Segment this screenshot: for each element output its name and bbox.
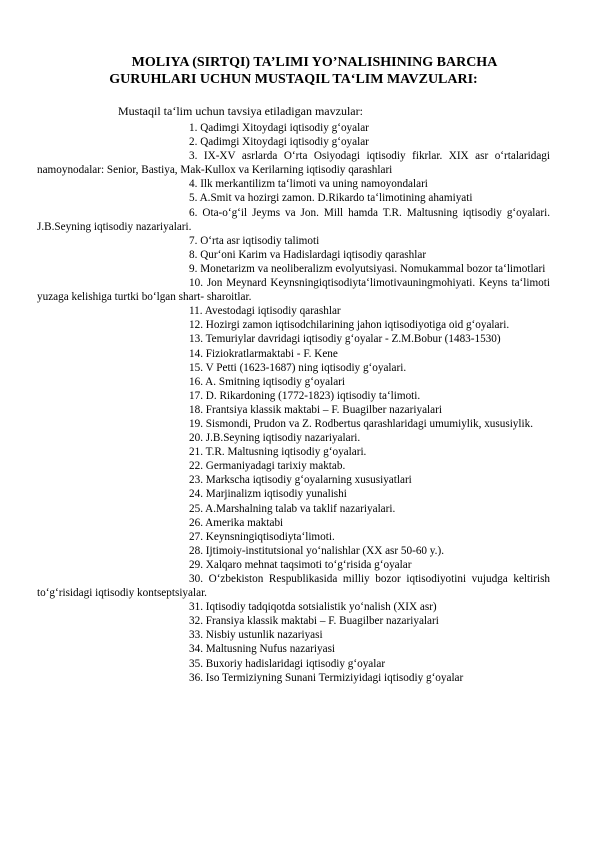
list-item	[37, 375, 550, 389]
list-item-text: Ota-o‘g‘il Jeyms va Jon. Mill hamda T.R. Maltusning iqtisodiy g‘oyalari. J.B.Seyning iqtisodiy nazariyalari.	[37, 206, 551, 233]
list-item-number: 28.	[189, 544, 203, 557]
list-item	[37, 121, 550, 135]
list-item	[37, 304, 550, 318]
list-item-number: 19.	[189, 417, 203, 430]
list-item	[37, 628, 550, 642]
list-item-text: Avestodagi iqtisodiy qarashlar	[204, 305, 341, 318]
list-item	[37, 389, 550, 403]
list-item	[37, 572, 550, 600]
list-item-text: Ilk merkantilizm ta‘limoti va uning namoyondalari	[200, 178, 428, 191]
list-item-number: 7.	[189, 234, 198, 247]
list-item-number: 32.	[189, 615, 203, 628]
list-item-number: 27.	[189, 530, 203, 543]
list-item-text: V Petti (1623-1687) ning iqtisodiy g‘oyalari.	[205, 361, 407, 374]
list-item-text: Amerika maktabi	[205, 516, 284, 529]
list-item	[37, 135, 550, 149]
list-item	[37, 403, 550, 417]
title-line-1: MOLIYA (SIRTQI) TA’LIMI YO’NALISHINING BARCHA	[131, 55, 498, 70]
list-item-number: 9.	[189, 262, 198, 275]
list-item-number: 10.	[189, 277, 203, 290]
list-item	[37, 234, 550, 248]
list-item	[37, 332, 550, 346]
list-item-text: Marjinalizm iqtisodiy yunalishi	[205, 488, 347, 501]
list-item-text: Germaniyadagi tarixiy maktab.	[205, 460, 346, 473]
list-item	[37, 318, 550, 332]
list-item	[37, 191, 550, 205]
list-item-number: 3.	[189, 150, 198, 163]
list-item	[37, 262, 550, 276]
list-item-number: 22.	[189, 460, 203, 473]
list-item	[37, 657, 550, 671]
list-item	[37, 516, 550, 530]
list-item-text: Iqtisodiy tadqiqotda sotsialistik yo‘nalish (XIX asr)	[205, 601, 437, 614]
list-item-text: A. Smitning iqtisodiy g‘oyalari	[205, 375, 346, 388]
list-item	[37, 361, 550, 375]
list-item-text: A.Smit va hozirgi zamon. D.Rikardo ta‘limotining ahamiyati	[199, 192, 473, 205]
list-item-text: O‘rta asr iqtisodiy talimoti	[200, 234, 320, 247]
list-item	[37, 487, 550, 501]
list-item	[37, 347, 550, 361]
list-item-text: Jon Meynard Keynsningiqtisodiyta‘limotivauningmohiyati. Keyns ta‘limoti yuzaga kelishiga turtki bo‘lgan shart- sharoitlar.	[37, 277, 550, 304]
list-item-text: Xalqaro mehnat taqsimoti to‘g‘risida g‘oyalar	[205, 558, 412, 571]
list-item-number: 16.	[189, 375, 203, 388]
list-item	[37, 530, 550, 544]
list-item-text: Buxoriy hadislaridagi iqtisodiy g‘oyalar	[205, 657, 386, 670]
list-item-text: Temuriylar davridagi iqtisodiy g‘oyalar - Z.M.Bobur (1483-1530)	[205, 333, 501, 346]
list-item-text: T.R. Maltusning iqtisodiy g‘oyalari.	[205, 446, 367, 459]
document-title	[37, 54, 550, 88]
list-item-text: J.B.Seyning iqtisodiy nazariyalari.	[205, 432, 361, 445]
list-item	[37, 206, 550, 234]
list-item-text: Maltusning Nufus nazariyasi	[205, 643, 336, 656]
list-item-number: 8.	[189, 248, 198, 261]
list-item-number: 34.	[189, 643, 203, 656]
intro-text: Mustaqil ta‘lim uchun tavsiya etiladigan mavzular:	[118, 104, 363, 118]
list-item	[37, 614, 550, 628]
list-item-text: Qadimgi Xitoydagi iqtisodiy g‘oyalar	[200, 136, 369, 149]
list-item-text: Iso Termiziyning Sunani Termiziyidagi iqtisodiy g‘oyalar	[205, 671, 464, 684]
list-item-text: Fiziokratlarmaktabi - F. Kene	[205, 347, 338, 360]
list-item-text: Hozirgi zamon iqtisodchilarining jahon iqtisodiyotiga oid g‘oyalari.	[205, 319, 510, 332]
list-item	[37, 459, 550, 473]
list-item-number: 4.	[189, 178, 198, 191]
list-item-text: O‘zbekiston Respublikasida milliy bozor iqtisodiyotini vujudga keltirish to‘g‘risidagi iqtisodiy kontseptsiyalar.	[37, 573, 551, 600]
list-item	[37, 600, 550, 614]
list-item-number: 11.	[189, 305, 203, 318]
list-item-number: 25.	[189, 502, 203, 515]
list-item	[37, 149, 550, 177]
list-item-number: 17.	[189, 389, 203, 402]
title-line-2: GURUHLARI UCHUN MUSTAQIL TA‘LIM MAVZULARI:	[109, 72, 478, 87]
list-item-number: 24.	[189, 488, 203, 501]
list-item-number: 6.	[189, 206, 198, 219]
list-item	[37, 431, 550, 445]
list-item-number: 29.	[189, 558, 203, 571]
list-item-text: A.Marshalning talab va taklif nazariyalari.	[205, 502, 396, 515]
list-item-text: Qur‘oni Karim va Hadislardagi iqtisodiy qarashlar	[200, 248, 427, 261]
list-item-text: Monetarizm va neoliberalizm evolyutsiyasi. Nomukammal bozor ta‘limotlari	[200, 262, 546, 275]
list-item-number: 30.	[189, 573, 203, 585]
list-item	[37, 502, 550, 516]
list-item-number: 35.	[189, 657, 203, 670]
list-item-number: 20.	[189, 432, 203, 445]
list-item	[37, 276, 550, 304]
list-item-number: 21.	[189, 446, 203, 459]
list-item-text: Sismondi, Prudon va Z. Rodbertus qarashlaridagi umumiylik, xususiylik.	[205, 417, 533, 430]
list-item-number: 36.	[189, 671, 203, 684]
list-item-text: Keynsningiqtisodiyta‘limoti.	[205, 530, 335, 543]
list-item	[37, 642, 550, 656]
list-item-text: D. Rikardoning (1772-1823) iqtisodiy ta‘limoti.	[205, 389, 421, 402]
list-item-text: IX-XV asrlarda O‘rta Osiyodagi iqtisodiy fikrlar. XIX asr o‘rtalaridagi namoynodalar: Senior, Bastiya, Mak-Kullox va Kerilarning iqtisodiy qarashlari	[37, 150, 550, 177]
list-item-number: 26.	[189, 516, 203, 529]
list-item-text: Frantsiya klassik maktabi – F. Buagilber nazariyalari	[205, 403, 442, 416]
list-item-number: 31.	[189, 601, 203, 614]
list-item-number: 2.	[189, 136, 198, 149]
list-item	[37, 177, 550, 191]
list-item-text: Ijtimoiy-institutsional yo‘nalishlar (XX asr 50-60 y.).	[205, 544, 444, 557]
list-item-number: 13.	[189, 333, 203, 346]
list-item-text: Qadimgi Xitoydagi iqtisodiy g‘oyalar	[200, 122, 369, 134]
list-item	[37, 417, 550, 431]
list-item	[37, 558, 550, 572]
list-item-text: Fransiya klassik maktabi – F. Buagilber nazariyalari	[205, 615, 439, 628]
list-item-number: 1.	[189, 122, 198, 134]
list-item	[37, 544, 550, 558]
list-item	[37, 671, 550, 685]
list-item-number: 14.	[189, 347, 203, 360]
list-item-number: 5.	[189, 192, 198, 205]
list-item	[37, 445, 550, 459]
list-item-number: 12.	[189, 319, 203, 332]
list-item-number: 15.	[189, 361, 203, 374]
list-item-number: 18.	[189, 403, 203, 416]
list-item-number: 33.	[189, 629, 203, 642]
topics-list	[37, 121, 550, 685]
list-item-text: Markscha iqtisodiy g‘oyalarning xususiyatlari	[205, 474, 412, 487]
list-item-text: Nisbiy ustunlik nazariyasi	[205, 629, 323, 642]
list-item-number: 23.	[189, 474, 203, 487]
list-item	[37, 248, 550, 262]
list-item	[37, 473, 550, 487]
